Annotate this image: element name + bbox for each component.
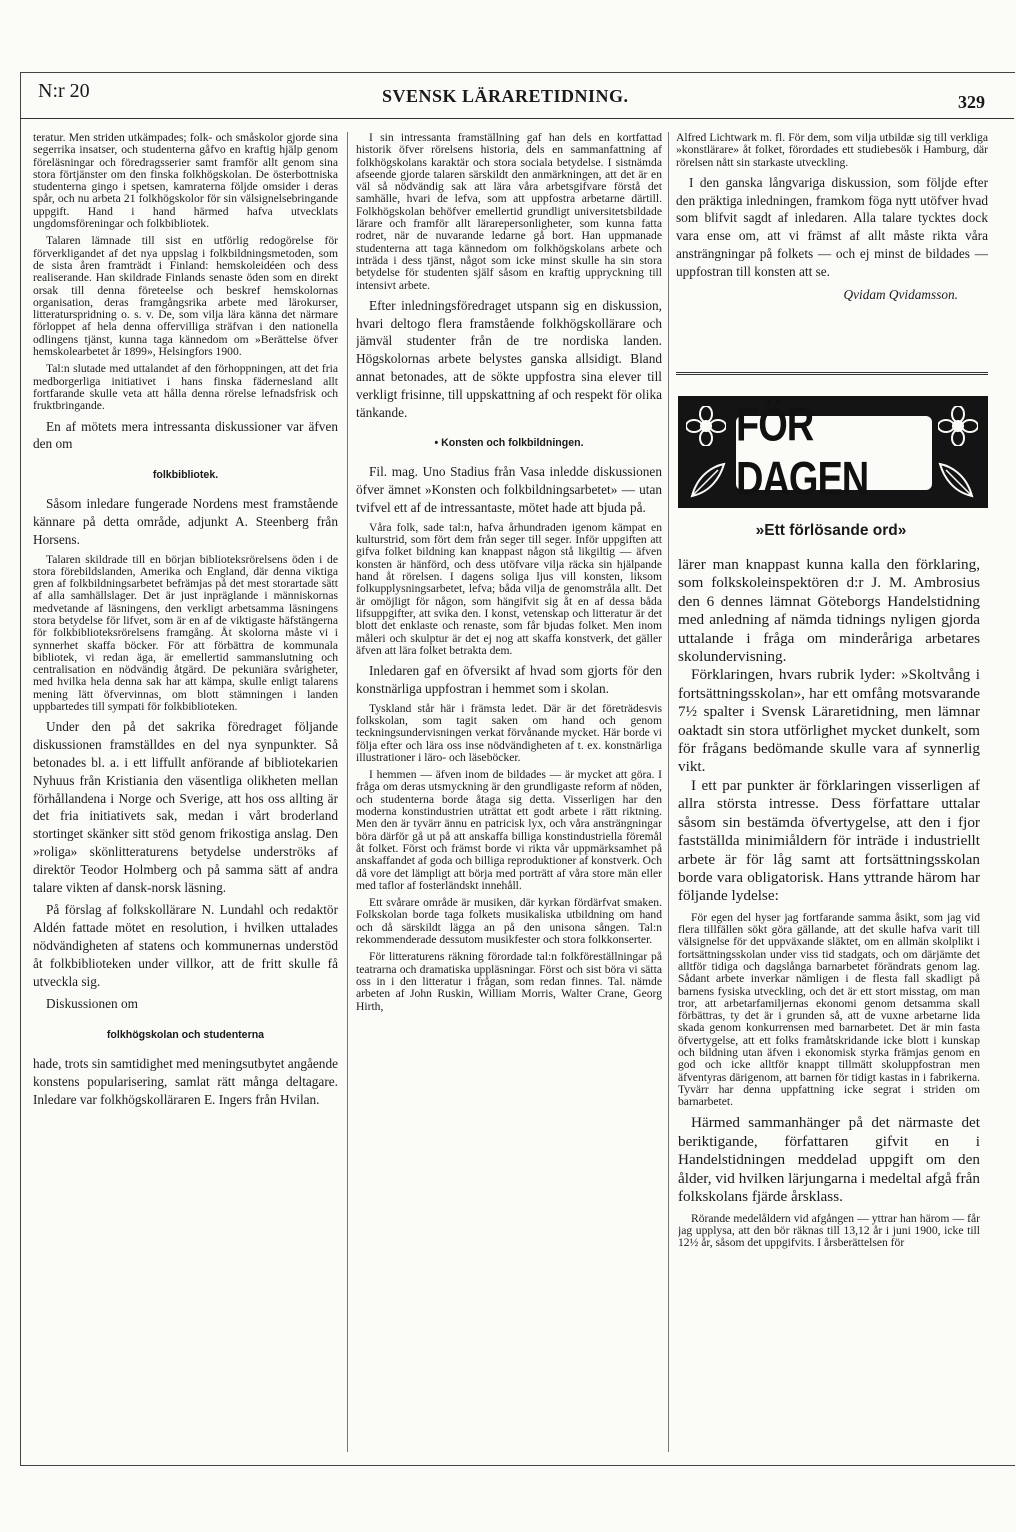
flower-ornament-icon	[938, 406, 978, 446]
column-3-article	[678, 556, 980, 1456]
paragraph: För litteraturens räkning förordade tal:n folkföreställningar på teatrarna och dramatiska uppläsningar. Först och sist böra vi sätta oss in i den litteratur i frågan, som redan finnes. Tal. nämde arbeten af John Ruskin, William Morris, Walter Crane, Georg Hirth,	[356, 950, 662, 1013]
paragraph: Tyskland står här i främsta ledet. Där är det företrädesvis folkskolan, som tagit saken om hand och genom teckningsundervisningen verkat förvånande mycket. Här borde vi följa efter och lära oss inse nödvändigheten af t. ex. konstnärliga illustrationer i läro- och läseböcker.	[356, 701, 662, 764]
flower-ornament-icon	[686, 406, 726, 446]
newspaper-title: SVENSK LÄRARETIDNING.	[382, 86, 629, 106]
paragraph: Inledaren gaf en öfversikt af hvad som gjorts för den konstnärliga uppfostran i hemmet som i skolan.	[356, 663, 662, 696]
subheading-folkhogskolan: folkhögskolan och studenterna	[106, 1029, 265, 1042]
paragraph: Förklaringen, hvars rubrik lyder: »Skoltvång i fortsättningsskolan», har ett omfång motsvarande 7½ spalter i Svensk Läraretidning, men lämnar oaktadt sin stora utförlighet mycket dunkelt, som för frågans bedömande skulle vara af synnerlig vikt.	[678, 666, 980, 776]
leaf-ornament-icon	[936, 460, 976, 500]
paragraph: Såsom inledare fungerade Nordens mest framstående kännare på detta område, adjunkt A. Steenberg från Horsens.	[33, 496, 338, 547]
banner-panel	[734, 399, 934, 506]
paragraph: En af mötets mera intressanta diskussioner var äfven den om	[33, 418, 338, 452]
paragraph: I sin intressanta framställning gaf han dels en kortfattad historik öfver rörelsens historia, dels en sammanfattning af folkhögskolans karaktär och stora sociala betydelse. I sistnämda afseende gjorde talaren särskildt den anmärkningen, att det är en väl så nödvändig sak att lära våra arbetsgifvare förstå det samhälle, hvari de lefva, som att uppfostra arbetarne därtill. Folkhögskolan behöfver emellertid grundligt universitetsbildade lärare och framför allt lärarepersonligheter, som kunna fatta rodret, när de nuvarande ledarne gå bort. Han uppmanade studenterna att taga kännedom om folkhögskolans arbete och inträda i dess tjänst, något som icke minst skulle ha sin stora betydelse för studenten själf såsom en kraftig uppryckning till intensivt arbete.	[356, 132, 662, 292]
section-rule	[676, 372, 988, 375]
paragraph: Härmed sammanhänger på det närmaste det beriktigande, författaren gifvit en i Handelstidningen meddelad uppgift om den ålder, vid hvilken lärjungarna i medeltal afgå från folkskolans fjärde årsklass.	[678, 1114, 980, 1206]
column-2	[356, 132, 662, 1452]
paragraph: Efter inledningsföredraget utspann sig en diskussion, hvari deltogo flera framstående folkhögskollärare och jämväl studenter från de tre nordiska landen. Högskolornas arbete belystes ganska allsidigt. Bland annat betonades, att de sökte uppfostra sina elever till verkligt frisinne, till uppskattning af och respekt för olika tänkande.	[356, 297, 662, 420]
paragraph: hade, trots sin samtidighet med meningsutbytet angående konstens popularisering, samlat rätt många deltagare. Inledare var folkhögskolläraren E. Ingers från Hvilan.	[33, 1056, 338, 1107]
paragraph: På förslag af folkskollärare N. Lundahl och redaktör Aldén fattade mötet en resolution, i hvilken uttalades nödvändigheten af statens och kommunernas understöd åt folkbiblioteken under villkor, att de fritt skulle få utveckla sig.	[33, 902, 338, 989]
paragraph: Fil. mag. Uno Stadius från Vasa inledde diskussionen öfver ämnet »Konsten och folkbildningsarbetet» — utan tvifvel ett af de intressantaste, mötet hade att bjuda på.	[356, 464, 662, 516]
signature: Qvidam Qvidamsson.	[843, 286, 958, 302]
paragraph: I den ganska långvariga diskussion, som följde efter den präktiga inledningen, framkom föga nytt utöfver hvad som blifvit sagdt af inledaren. Alla talare tycktes dock vara ense om, att vi främst af allt måste rikta våra ansträngningar på folkets — och ej minst de bildades — uppfostran till konsten att se.	[676, 174, 988, 279]
paragraph: I hemmen — äfven inom de bildades — är mycket att göra. I fråga om deras utsmyckning är den grundligaste reform af nöden, och studenterna borde åtaga sig detta. Visserligen har den moderna konstindustrien uträttat ett godt arbete i rätt riktning. Men den är tyvärr ännu en patricisk lyx, och våra ansträngningar böra därför gå ut på att anskaffa billiga konstindustriella föremål åt folket. Först och främst borde vi rikta vår uppmärksamhet på anskaffandet af goda och billiga reproduktioner af konstverk. Och då vore det lämpligt att börja med porträtt af våra store män eller med taflor af fosterländskt innehåll.	[356, 768, 662, 892]
banner-title: FÖR DAGEN	[736, 399, 869, 506]
paragraph: teratur. Men striden utkämpades; folk- och småskolor gjorde sina segerrika insatser, och studenterna gåfvo en kraftig hjälp genom föreläsningar och föredragsserier samt framför allt genom sina stora förtjänster om den finska folkhögskolan. De österbottniska studenterna gingo i spetsen, kamraterna följde omsider i deras spår, och nu arbeta 21 folkhögskolor för sin välsignelsebringande uppgift. Hand i hand härmed hafva utvecklats ungdomsföreningar och folkbibliotek.	[33, 132, 338, 231]
header-rule	[20, 118, 1014, 119]
column-3-top	[676, 132, 988, 372]
paragraph: lärer man knappast kunna kalla den förklaring, som folkskoleinspektören d:r J. M. Ambrosius den 6 dennes lämnat Göteborgs Handelstidning med anledning af nämda tidnings nyligen gjorda uttalande i fråga om minderåriga arbetares skolundervisning.	[678, 556, 980, 666]
column-divider	[347, 132, 348, 1452]
subheading-folkbibliotek: folkbibliotek.	[152, 469, 219, 482]
quoted-paragraph: För egen del hyser jag fortfarande samma åsikt, som jag vid flera tillfällen sökt göra gällande, att det skulle hafva varit till välsignelse för det uppväxande släktet, om en allmän skolplikt i fortsättningsskolan under viss tid stadgats, och om därjämte det alltför tidiga och dagslånga barnarbetet förändrats genom lag. Sådant arbete inverkar nämligen i de flesta fall skadligt på barnens fysiska utveckling, och det är ett stort misstag, om man tror, att arbetarfamiljernas ekonomi genom detsamma skall förbättras, ty det är i grunden så, att de vuxne arbetarne lida skada genom konkurrensen med barnarbetet. Det är min fasta öfvertygelse, att ett folks framåtskridande icke blott i kunskap och bildning utan äfven i ekonomisk styrka främjas genom en god och icke alltför knappt tillmätt skoluppfostran men äfventyras därigenom, att barnen för tidigt kastas in i fabrikerna. Tyvärr har denna uppfattning icke segrat i striden om barnarbetet.	[678, 910, 980, 1109]
paragraph: Ett svårare område är musiken, där kyrkan fördärfvat smaken. Folkskolan borde taga folkets musikaliska utbildning om hand och då särskildt lägga an på den unisona sången. Tal:n rekommenderade dessutom musikfester och stora folkkonserter.	[356, 896, 662, 947]
page-number: 329	[958, 92, 985, 112]
column-1	[33, 132, 338, 1452]
leaf-ornament-icon	[688, 460, 728, 500]
paragraph: I ett par punkter är förklaringen visserligen af allra största intresse. Dess författare uttalar såsom sin bestämda öfvertygelse, att den i fjor fastställda minimiåldern för inträde i industriellt arbete är för låg samt att fortsättningsskolan borde vara obligatorisk. Hans yttrande härom har följande lydelse:	[678, 776, 980, 905]
paragraph: Talaren skildrade till en början biblioteksrörelsens öden i de stora förebildslanden, Amerika och England, där denna viktiga gren af folkbildningsarbetet befrämjas på det mest storartade sätt af alla samhällslager. Det är just inpräglande i människornas medvetande af läsningens, den verkligt arbetsamma läsningens stora betydelse för lifvet, som är en af de viktigaste häfstängerna för folkbiblioteksrörelsens framgång. Åt skolorna måste vi i synnerhet skaffa böcker. För att förbättra de kommunala bibliotek, vi redan äga, är emellertid sammanslutning och centralisation en nödvändig åtgärd. De pekuniära svårigheter, med hvilka hela denna sak har att kämpa, skulle enligt talarens mening lätt öfvervinnas, om blott stämningen i landen uppbartedes till sympati för folkbiblioteken.	[33, 552, 338, 714]
column-divider	[668, 132, 669, 1452]
paragraph: Talaren lämnade till sist en utförlig redogörelse för förverkligandet af det nya uppslag i folkbildningsmetoden, som de sista åren framträdt i Finland: hemskoleidéen och dess realiserande. Han skildrade Finlands senaste öden som en direkt orsak till denna företeelse och beskref hemskolornas organisation, deras framgångsrika arbete med lärokurser, litteraturspridning o. s. v. De, som vilja lära känna det närmare förloppet af hela denna offervilliga sträfvan i den nationella odlingens tjänst, kunna taga kännedom om »Berättelse öfver hemskolearbetet år 1899», Helsingfors 1900.	[33, 234, 338, 359]
banner-subtitle: »Ett förlösande ord»	[755, 522, 907, 539]
subheading-konsten: • Konsten och folkbildningen.	[434, 437, 584, 450]
paragraph: Alfred Lichtwark m. fl. För dem, som vilja utbildæ sig till verkliga »konstlärare» åt folket, förordades ett studiebesök i Hamburg, där rörelsen nått sin starkaste utveckling.	[676, 132, 988, 169]
issue-number: N:r 20	[38, 80, 90, 102]
paragraph: Rörande medelåldern vid afgången — yttrar han härom — får jag upplysa, att den bör räknas till 13,12 år i juni 1900, icke till 12½ år, såsom det uppgifvits. I årsberättelsen för	[678, 1211, 980, 1250]
paragraph: Tal:n slutade med uttalandet af den förhoppningen, att det fria medborgerliga initiativet i hans finska fädernesland allt fortfarande skulle veta att hålla denna rörelse lefnadsfrisk och fruktbringande.	[33, 362, 338, 413]
for-dagen-banner	[678, 396, 988, 508]
paragraph: Våra folk, sade tal:n, hafva århundraden igenom kämpat en kulturstrid, som fört dem från seger till seger. Inför uppgiften att gifva folket bildning kan knappast någon stå likgiltig — äfven konsten är hänförd, och dess utöfvare vilja räcka sin hjälpande hand åt rörelsen. I dagens soliga ljus vill konsten, liksom folkupplysningsarbetet, lefva; båda vilja de genomstråla allt. Det är omöjligt för någon, som hängifvit sig åt en af dessa båda lifsuppgifter, att svika den. I konst, vetenskap och litteratur är det blott det enklaste och renaste, som får bjudas folket. Men inom måleri och skulptur är det ej nog att skaffa konstverk, det gäller äfven att lära folket betrakta dem.	[356, 520, 662, 657]
paragraph: Under den på det sakrika föredraget följande diskussionen framställdes en del nya synpunkter. Så betonades bl. a. i ett liffullt anförande af bibliotekarien Nyhuus från Kristiania den väsentliga olikheten mellan förhållandena i Norge och Sverige, att hos oss allting är det fria initiativets sak, medan i vårt broderland stortinget skänker sitt stöd genom frikostiga anslag. Den »roliga» skönlitteraturens betydelse underströks af direktör Teodor Holmberg och på samma sätt af andra talare vikten af dansk-norsk läsning.	[33, 719, 338, 895]
paragraph: Diskussionen om	[46, 996, 138, 1012]
